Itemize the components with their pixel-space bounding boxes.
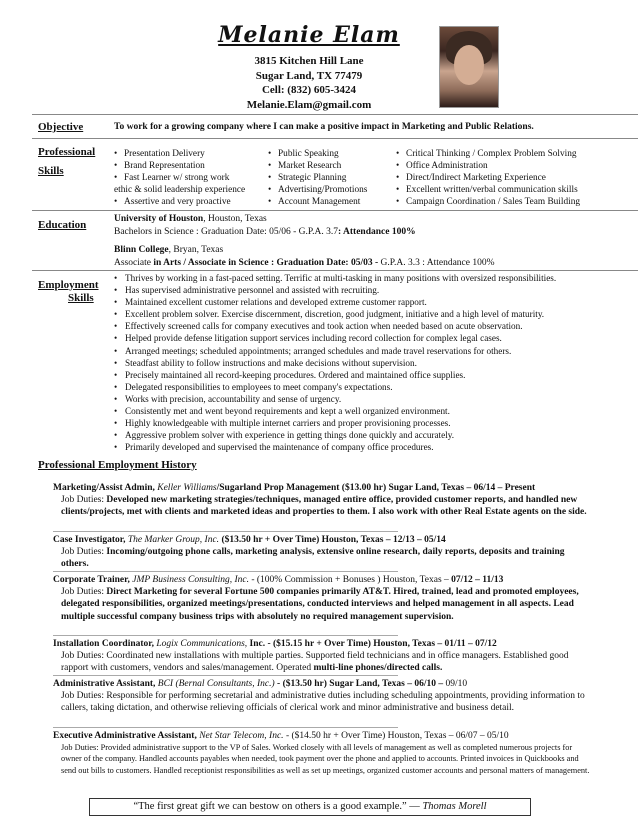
contact-block [0, 54, 618, 112]
skill-item: • Strategic Planning [268, 172, 367, 184]
skills-column-1 [114, 148, 245, 208]
skill-item: • Public Speaking [268, 148, 367, 160]
employment-skills-list [114, 272, 556, 453]
job-duties: Responsible for performing secretarial and administrative duties including scheduling appointments, providing information to callers, taking dictation, and otherwise relieving officials of clerical work and minor administrative and business detail. [61, 691, 585, 714]
skills-column-3 [396, 148, 580, 208]
job-details: Inc. - ($15.15 hr + Over Time) Houston, Texas – 01/11 – 07/12 [249, 639, 497, 649]
education-entry-1 [114, 213, 416, 238]
list-item: • Excellent problem solver. Exercise discernment, discretion, good judgment, initiative and a high level of maturity. [114, 308, 556, 320]
history-title: Professional Employment History [38, 459, 197, 471]
divider [32, 270, 638, 271]
degree: in Arts / Associate in Science : Graduation Date: 05/03 - [153, 257, 379, 268]
list-item: • Thrives by working in a fast-paced setting. Terrific at multi-tasking in many positions with oversized responsibilities. [114, 272, 556, 284]
job-title: Installation Coordinator, [53, 639, 154, 649]
job-title: Case Investigator, [53, 535, 126, 545]
skills-label-1: Professional [38, 146, 96, 158]
job-details: 07/12 – 11/13 [451, 575, 504, 585]
list-item: • Primarily developed and supervised the maintenance of company office procedures. [114, 441, 556, 453]
quote-box [89, 798, 531, 816]
list-item: • Delegated responsibilities to employees to meet company's expectations. [114, 381, 556, 393]
divider [32, 210, 638, 211]
job-duties: Provided administrative support to the VP of Sales. Worked closely with all levels of management as well as completed numerous projects for owner of the company. Handled accounts payables when needed, took payment over the phone and applied to accounts. Printed invoices in Quickbooks and send out bills to customers. Handled receptionist responsibilities as well as set up meetings, organized customer accounts and personal matters of management. [61, 743, 590, 775]
school-location: , Bryan, Texas [168, 245, 224, 255]
school-name: Blinn College [114, 245, 169, 255]
job-title: Executive Administrative Assistant, [53, 731, 197, 741]
company-name: Keller Williams [157, 483, 217, 493]
cell-phone: Cell: (832) 605-3424 [261, 84, 357, 96]
resume-name: Melanie Elam [218, 22, 400, 48]
gpa-attendance: G.P.A. 3.3 : Attendance 100% [378, 257, 495, 268]
list-item: • Steadfast ability to follow instructions and make decisions without supervision. [114, 357, 556, 369]
divider [53, 571, 398, 572]
list-item: • Works with precision, accountability and sense of urgency. [114, 393, 556, 405]
objective-text: To work for a growing company where I can make a positive impact in Marketing and Public Relations. [114, 122, 534, 132]
divider [53, 727, 398, 728]
job-duties: Direct Marketing for several Fortune 500 companies primarily AT&T. Hired, trained, lead and promoted employees, delegated responsibilities, organized meetings/presentations, conducted interviews and helped management in all aspects. Lead multiple successful company business trips with absolutely no required management supervision. [61, 587, 579, 622]
quote-text: “The first great gift we can bestow on others is a good example.” — [133, 801, 423, 812]
school-name: University of Houston [114, 214, 204, 224]
skill-item: • Presentation Delivery [114, 148, 245, 160]
employment-skills-label-1: Employment [38, 279, 99, 291]
job-entry: Marketing/Assist Admin, Keller Williams/Sugarland Prop Management ($13.00 hr) Sugar Land, Texas – 06/14 – Present Job Duties: Developed new marketing strategies/techniques, managed entire office, provided customer reports, and handled new clients/projects, met with clients and marketed ideas and properties to them. I also work with other Real Estate agents on the side. [53, 483, 587, 518]
skill-item: • Office Administration [396, 160, 580, 172]
company-name: Logix Communications, [156, 639, 248, 649]
skill-item: • Fast Learner w/ strong work [114, 172, 245, 184]
job-duties: Incoming/outgoing phone calls, marketing analysis, extensive online research, daily reports, deposits and training others. [61, 547, 565, 570]
skill-item: • Campaign Coordination / Sales Team Building [396, 196, 580, 208]
skill-item: • Advertising/Promotions [268, 184, 367, 196]
skill-item: • Brand Representation [114, 160, 245, 172]
list-item: • Maintained excellent customer relations and developed extreme customer rapport. [114, 296, 556, 308]
job-title: Corporate Trainer, [53, 575, 130, 585]
company-name: BCI (Bernal Consultants, Inc.) [157, 679, 275, 689]
job-details: - ($13.50 hr) Sugar Land, Texas – 06/10 – [277, 679, 444, 689]
company-name: JMP Business Consulting, Inc. [132, 575, 249, 585]
list-item: • Highly knowledgeable with multiple internet carriers and proper provisioning processes. [114, 417, 556, 429]
list-item: • Precisely maintained all record-keeping procedures. Ordered and maintained office supplies. [114, 369, 556, 381]
quote-author: Thomas Morell [422, 801, 487, 812]
profile-photo [439, 26, 499, 108]
list-item: • Arranged meetings; scheduled appointments; arranged schedules and made travel reservations for others. [114, 345, 556, 357]
attendance: : Attendance 100% [338, 226, 416, 237]
divider [32, 114, 638, 115]
skill-item: • Market Research [268, 160, 367, 172]
objective-label: Objective [38, 121, 84, 133]
divider [53, 635, 398, 636]
list-item: • Has supervised administrative personnel and assisted with recruiting. [114, 284, 556, 296]
education-entry-2: Blinn College, Bryan, Texas Associate in Arts / Associate in Science : Graduation Date: 05/03 - G.P.A. 3.3 : Attendance 100% [114, 245, 495, 268]
school-location: , Houston, Texas [203, 214, 267, 224]
job-entry: Case Investigator, The Marker Group, Inc. ($13.50 hr + Over Time) Houston, Texas – 12/13 – 05/14 Job Duties: Incoming/outgoing phone calls, marketing analysis, extensive online research, daily reports, deposits and training others. [53, 535, 565, 570]
employment-skills-label-2: Skills [68, 292, 94, 304]
skill-item: • Direct/Indirect Marketing Experience [396, 172, 580, 184]
skill-item: • Assertive and very proactive [114, 196, 245, 208]
job-details: /Sugarland Prop Management ($13.00 hr) Sugar Land, Texas – 06/14 – Present [216, 483, 536, 493]
job-details: - ($14.50 hr + Over Time) Houston, Texas – 06/07 – 05/10 [285, 731, 509, 741]
skill-item: • Critical Thinking / Complex Problem Solving [396, 148, 580, 160]
list-item: • Effectively screened calls for company executives and took action when needed based on acute observation. [114, 320, 556, 332]
skills-column-2 [268, 148, 367, 208]
job-details: ($13.50 hr + Over Time) Houston, Texas – 12/13 – 05/14 [221, 535, 446, 545]
list-item: • Aggressive problem solver with experience in getting things done quickly and accurately. [114, 429, 556, 441]
job-entry: Administrative Assistant, BCI (Bernal Consultants, Inc.) - ($13.50 hr) Sugar Land, Texas – 06/10 – 09/10 Job Duties: Responsible for performing secretarial and administrative duties including scheduling appointments, providing information to callers, taking dictation, and otherwise relieving officials of clerical work and minor administrative and business detail. [53, 679, 585, 714]
job-entry: Installation Coordinator, Logix Communications, Inc. - ($15.15 hr + Over Time) Houston, Texas – 01/11 – 07/12 Job Duties: Coordinated new installations with multiple parties. Supported field technicians and in office managers. Established good rapport with customers, vendors and sales/management. Operated multi-line phones/directed calls. [53, 639, 569, 674]
skill-item-continued: ethic & solid leadership experience [114, 185, 246, 196]
job-duties: Developed new marketing strategies/techniques, managed entire office, provided customer reports, and handled new clients/projects, met with clients and marketed ideas and properties to them. I also work with other Real Estate agents on the side. [61, 495, 587, 518]
job-title: Marketing/Assist Admin, [53, 483, 155, 493]
divider [53, 531, 398, 532]
email: Melanie.Elam@gmail.com [246, 98, 372, 111]
job-duties: Coordinated new installations with multiple parties. Supported field technicians and in office managers. Established good rapport with customers, vendors and sales/management. Operated [61, 651, 569, 674]
company-name: Net Star Telecom, Inc. [199, 731, 284, 741]
list-item: • Consistently met and went beyond requirements and kept a well organized environment. [114, 405, 556, 417]
education-label: Education [38, 219, 87, 231]
skill-item: • Excellent written/verbal communication skills [396, 184, 580, 196]
divider [53, 675, 398, 676]
job-title: Administrative Assistant, [53, 679, 156, 689]
divider [32, 138, 638, 139]
degree: Bachelors in Science : Graduation Date: 05/06 - G.P.A. 3.7 [114, 226, 338, 237]
job-entry: Corporate Trainer, JMP Business Consulting, Inc. - (100% Commission + Bonuses ) Houston, Texas – 07/12 – 11/13 Job Duties: Direct Marketing for several Fortune 500 companies primarily AT&T. Hired, trained, lead and promoted employees, delegated responsibilities, organized meetings/presentations, conducted interviews and helped management in all aspects. Lead multiple successful company business trips with absolutely no required management supervision. [53, 575, 579, 622]
company-name: The Marker Group, Inc. [127, 535, 220, 545]
address-line-2: Sugar Land, TX 77479 [255, 69, 363, 82]
address-line-1: 3815 Kitchen Hill Lane [254, 55, 364, 67]
skill-item: • Account Management [268, 196, 367, 208]
list-item: • Helped provide defense litigation support services including record collection for complex legal cases. [114, 332, 556, 344]
job-entry: Executive Administrative Assistant, Net Star Telecom, Inc. - ($14.50 hr + Over Time) Houston, Texas – 06/07 – 05/10 Job Duties: Provided administrative support to the VP of Sales. Worked closely with all levels of management as well as completed numerous projects for owner of the company. Handled accounts payables when needed, took payment over the phone and applied to accounts. Printed invoices in Quickbooks and send out bills to customers. Handled receptionist responsibilities as well as set up meetings, organized customer accounts and personal matters of management. [53, 731, 590, 775]
skills-label-2: Skills [38, 165, 64, 177]
